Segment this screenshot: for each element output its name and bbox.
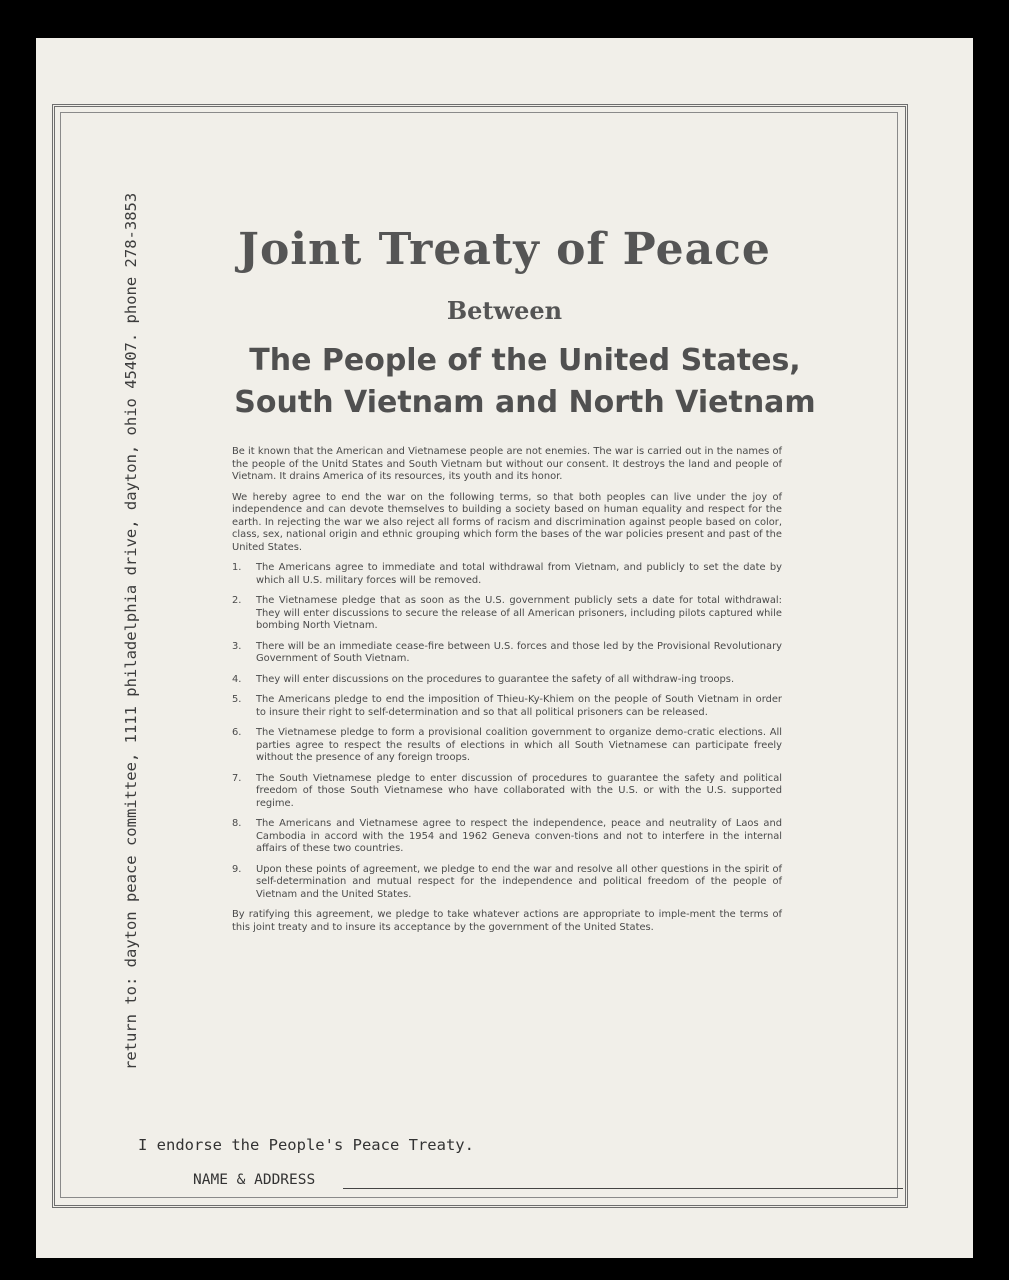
- term-item: [232, 727, 782, 765]
- term-text: The Americans pledge to end the imposition of Thieu-Ky-Khiem on the people of South Vietnam in order to insure their right to self-determination and so that all political prisoners can be released.: [256, 694, 782, 718]
- term-number: 9.: [232, 863, 242, 875]
- document-between: Between: [446, 296, 563, 325]
- subtitle-line-2: South Vietnam and North Vietnam: [234, 385, 816, 420]
- term-text: The South Vietnamese pledge to enter discussion of procedures to guarantee the safety and political freedom of those South Vietnamese who have collaborated with the U.S. or with the U.S. supported regime.: [256, 772, 782, 809]
- agreement-paragraph: We hereby agree to end the war on the following terms, so that both peoples can live under the joy of independence and can devote themselves to building a society based on human equality and respect for the earth. In rejecting the war we also reject all forms of racism and discrimination against people based on color, class, sex, national origin and ethnic grouping which form the bases of the war policies present and past of the United States.: [232, 491, 782, 553]
- term-number: 8.: [232, 818, 242, 829]
- term-item: [232, 562, 782, 587]
- term-number: 7.: [232, 772, 242, 784]
- term-number: 5.: [232, 694, 242, 705]
- term-text: Upon these points of agreement, we pledge to end the war and resolve all other questions in the spirit of self-determination and mutual respect for the independence and political freedom of the people of Vietnam and the United States.: [256, 863, 782, 900]
- closing-paragraph: By ratifying this agreement, we pledge to take whatever actions are appropriate to imple-ment the terms of this joint treaty and to insure its acceptance by the government of the United States.: [232, 909, 782, 933]
- term-text: There will be an immediate cease-fire between U.S. forces and those led by the Provisional Revolutionary Government of South Vietnam.: [256, 640, 782, 664]
- treaty-body: [232, 446, 782, 942]
- term-item: [232, 674, 782, 687]
- term-item: [232, 773, 782, 811]
- name-address-field[interactable]: [343, 1188, 903, 1189]
- term-text: They will enter discussions on the procedures to guarantee the safety of all withdraw-ing troops.: [256, 673, 735, 685]
- term-number: 4.: [232, 673, 242, 685]
- subtitle-line-1: The People of the United States,: [249, 343, 801, 378]
- term-text: The Vietnamese pledge to form a provisional coalition government to organize demo-cratic elections. All parties agree to respect the results of elections in which all South Vietnamese can participate freely without the presence of any foreign troops.: [256, 727, 782, 763]
- term-number: 3.: [232, 640, 242, 652]
- term-text: The Americans agree to immediate and total withdrawal from Vietnam, and publicly to set the date by which all U.S. military forces will be removed.: [256, 562, 782, 586]
- term-item: [232, 694, 782, 719]
- intro-paragraph: Be it known that the American and Vietnamese people are not enemies. The war is carried out in the names of the people of the Unitd States and South Vietnam but without our consent. It destroys the land and people of Vietnam. It drains America of its resources, its youth and its honor.: [232, 446, 782, 482]
- term-item: [232, 818, 782, 856]
- document-title: Joint Treaty of Peace: [238, 224, 771, 275]
- term-number: 2.: [232, 595, 242, 606]
- term-item: [232, 864, 782, 902]
- return-address-note: return to: dayton peace committee, 1111 philadelphia drive, dayton, ohio 45407. phone 278-3853: [122, 192, 140, 1070]
- term-number: 1.: [232, 562, 242, 573]
- term-text: The Vietnamese pledge that as soon as the U.S. government publicly sets a date for total withdrawal: They will enter discussions to secure the release of all American prisoners, including pilots captured while bombing North Vietnam.: [256, 595, 782, 631]
- term-text: The Americans and Vietnamese agree to respect the independence, peace and neutrality of Laos and Cambodia in accord with the 1954 and 1962 Geneva conven-tions and not to interfere in the internal affairs of these two countries.: [256, 818, 782, 854]
- treaty-terms-list: [232, 562, 782, 901]
- name-address-label: NAME & ADDRESS: [193, 1172, 316, 1188]
- term-item: [232, 641, 782, 666]
- document-subtitle: [200, 340, 850, 424]
- term-item: [232, 595, 782, 633]
- term-number: 6.: [232, 727, 242, 738]
- endorsement-statement: I endorse the People's Peace Treaty.: [138, 1136, 474, 1154]
